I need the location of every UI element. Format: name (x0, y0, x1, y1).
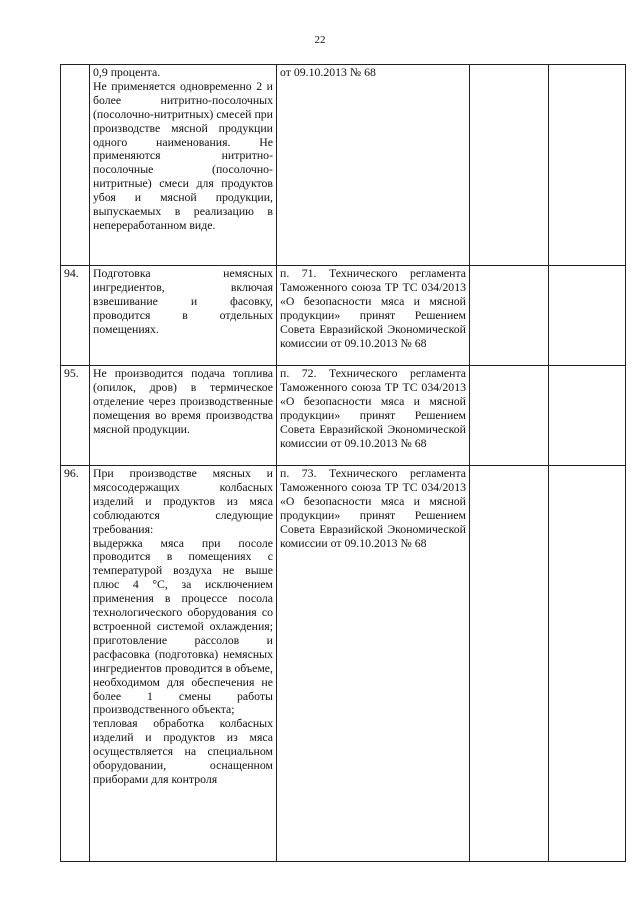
requirement-paragraph: При производстве мясных и мясосодержащих колбасных изделий и продуктов из мяса соблюдаются следующие требования: (93, 466, 273, 536)
empty-cell (470, 466, 549, 862)
requirement-paragraph: Не применяется одновременно 2 и более нитритно-посолочных (посолочно-нитритных) смесей при производстве мясной продукции одного наименования. Не применяются нитритно-посолочные (посолочно-нитритные) смеси для продуктов убоя и мясной продукции, выпускаемых в реализацию в непереработанном виде. (93, 78, 273, 232)
empty-cell (549, 366, 626, 466)
reference-cell: от 09.10.2013 № 68 (277, 65, 470, 266)
row-number (61, 65, 90, 266)
requirement-paragraph: Не производится подача топлива (опилок, дров) в термическое отделение через производственные помещения во время производства мясной продукции. (93, 366, 273, 436)
empty-cell (470, 266, 549, 366)
reference-cell: п. 71. Технического регламента Таможенного союза ТР ТС 034/2013 «О безопасности мяса и мясной продукции» принят Решением Совета Евразийской Экономической комиссии от 09.10.2013 № 68 (277, 266, 470, 366)
row-number: 95. (61, 366, 90, 466)
empty-cell (470, 65, 549, 266)
empty-cell (549, 466, 626, 862)
empty-cell (549, 65, 626, 266)
requirement-cell (90, 366, 277, 466)
requirement-paragraph: тепловая обработка колбасных изделий и продуктов из мяса осуществляется на специальном оборудовании, оснащенном приборами для контроля (93, 716, 273, 786)
row-number: 94. (61, 266, 90, 366)
requirement-paragraph: Подготовка немясных ингредиентов, включая взвешивание и фасовку, проводится в отдельных помещениях. (93, 266, 273, 336)
page-number: 22 (314, 34, 326, 46)
table-row (61, 466, 626, 862)
row-number: 96. (61, 466, 90, 862)
requirement-paragraph: 0,9 процента. (93, 65, 161, 79)
empty-cell (470, 366, 549, 466)
table-row (61, 266, 626, 366)
table-row (61, 65, 626, 266)
reference-cell: п. 72. Технического регламента Таможенного союза ТР ТС 034/2013 «О безопасности мяса и мясной продукции» принят Решением Совета Евразийской Экономической комиссии от 09.10.2013 № 68 (277, 366, 470, 466)
requirement-cell (90, 65, 277, 266)
empty-cell (549, 266, 626, 366)
reference-cell: п. 73. Технического регламента Таможенного союза ТР ТС 034/2013 «О безопасности мяса и мясной продукции» принят Решением Совета Евразийской Экономической комиссии от 09.10.2013 № 68 (277, 466, 470, 862)
requirement-paragraph: выдержка мяса при посоле проводится в помещениях с температурой воздуха не выше плюс 4 °С, за исключением применения в процессе посола технологического оборудования со встроенной системой охлаждения; приготовление рассолов и расфасовка (подготовка) немясных ингредиентов проводится в объеме, необходимом для обеспечения не более 1 смены работы производственного объекта; (93, 535, 273, 717)
table-row (61, 366, 626, 466)
requirement-cell (90, 466, 277, 862)
requirement-cell (90, 266, 277, 366)
requirements-table (60, 64, 626, 862)
